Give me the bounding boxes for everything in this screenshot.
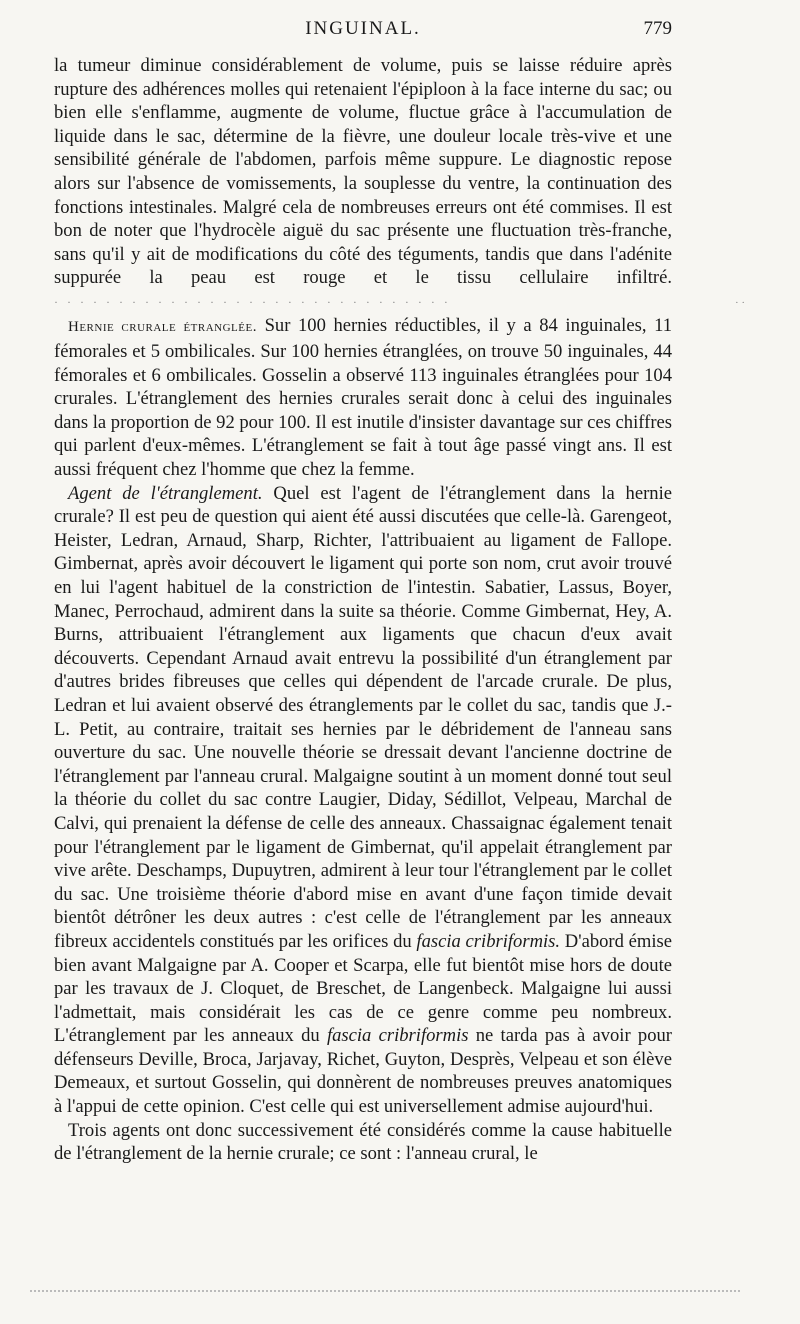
section-heading-agent: Agent de l'étranglement. [68,482,263,504]
page-number: 779 [643,18,672,39]
body-text [54,54,672,1166]
paragraph-3-text-a: Quel est l'agent de l'étranglement dans la hernie crurale? Il est peu de question qui aient été aussi discutées que celle-là. Garengeot, Heister, Ledran, Arnaud, Sharp, Richter, l'attribuaient au ligament de Fallope. Gimbernat, après avoir découvert le ligament qui porte son nom, crut avoir trouvé en lui l'agent habituel de la constriction de l'intestin. Sabatier, Lassus, Boyer, Manec, Perrochaud, admirent dans la suite sa théorie. Comme Gimbernat, Hey, A. Burns, attribuaient l'étranglement aux ligaments que chacun d'eux avait découverts. Cependant Arnaud avait entrevu la possibilité d'un étranglement par d'autres brides fibreuses que celles qui dépendent de l'arcade crurale. De plus, Ledran et lui avaient observé des étranglements par le collet du sac, tandis que J.-L. Petit, au contraire, traitait ses hernies par le débridement de l'anneau sans ouverture du sac. Une nouvelle théorie se dressait devant l'ancienne doctrine de l'étranglement par l'anneau crural. Malgaigne soutint à un moment donné tout seul la théorie du collet du sac contre Laugier, Diday, Sédillot, Velpeau, Marchal de Calvi, qui prenaient la défense de celle des anneaux. Chassaignac également tenait pour l'étranglement par le ligament de Gimbernat, qu'il appelait étranglement par vive arête. Deschamps, Dupuytren, admirent à leur tour l'étranglement par le collet du sac. Une troisième théorie d'abord mise en avant d'une façon timide devait bientôt détrôner les deux autres : c'est celle de l'étranglement par les anneaux fibreux accidentels constitués par les orifices du [54,482,672,952]
paragraph-3-text-b: D'abord émise bien avant Malgaigne par A. Cooper et Scarpa, elle fut bientôt mise hors de doute par les travaux de J. Cloquet, de Breschet, de Langenbeck. Malgaigne lui aussi l'admettait, mais considérait les cas de ce genre comme peu nombreux. L'étranglement par les anneaux du [54,930,672,1047]
footer-dotted-rule [30,1290,740,1292]
page-header [54,18,672,48]
fascia-term-2: fascia cribriformis [326,1025,469,1047]
running-head: INGUINAL. [305,18,421,39]
dotted-leader: · · · · · · · · · · · · · · · · · · · · · · · · · · · · · · · [54,294,451,309]
paragraph-2 [54,314,672,481]
paragraph-3 [54,482,672,1119]
paragraph-2-text: Sur 100 hernies réductibles, il y a 84 inguinales, 11 fémorales et 5 ombilicales. Sur 100 hernies étranglées, on trouve 50 inguinales, 44 fémorales et 6 ombilicales. Gosselin a observé 113 inguinales étranglées pour 104 crurales. L'étranglement des hernies crurales serait donc à celui des inguinales dans la proportion de 92 pour 100. Il est inutile d'insister davantage sur ces chiffres qui parlent d'eux-mêmes. L'étranglement se fait à tout âge passé vingt ans. Il est aussi fréquent chez l'homme que chez la femme. [54,315,672,481]
fascia-term-1: fascia cribriformis. [416,930,561,952]
paragraph-4-text: Trois agents ont donc successivement été considérés comme la cause habituelle de l'étranglement de la hernie crurale; ce sont : l'anneau crural, le [54,1119,672,1165]
paragraph-3-text-c: ne tarda pas à avoir pour défenseurs Deville, Broca, Jarjavay, Richet, Guyton, Desprès, Velpeau et son élève Demeaux, et surtout Gosselin, qui donnèrent de nombreuses preuves anatomiques à l'appui de cette opinion. C'est celle qui est universellement admise aujourd'hui. [54,1025,672,1118]
paragraph-4 [54,1119,672,1166]
paragraph-1-text: la tumeur diminue considérablement de volume, puis se laisse réduire après rupture des adhérences molles qui retenaient l'épiploon à la face interne du sac; ou bien elle s'enflamme, augmente de volume, fluctue grâce à l'accumulation de liquide dans le sac, détermine de la fièvre, une douleur locale très-vive et une sensibilité générale de l'abdomen, parfois même suppure. Le diagnostic repose alors sur l'absence de vomissements, la souplesse du ventre, la continuation des fonctions intestinales. Malgré cela de nombreuses erreurs ont été commises. Il est bon de noter que l'hydrocèle aiguë du sac présente une fluctuation très-franche, sans qu'il y ait de modifications du côté des téguments, tandis que dans l'adénite suppurée la peau est rouge et le tissu cellulaire infiltré. [54,55,672,289]
section-heading-hernie-crurale: Hernie crurale étranglée. [68,319,257,336]
paragraph-1 [54,54,672,314]
margin-mark: · · [735,297,746,309]
